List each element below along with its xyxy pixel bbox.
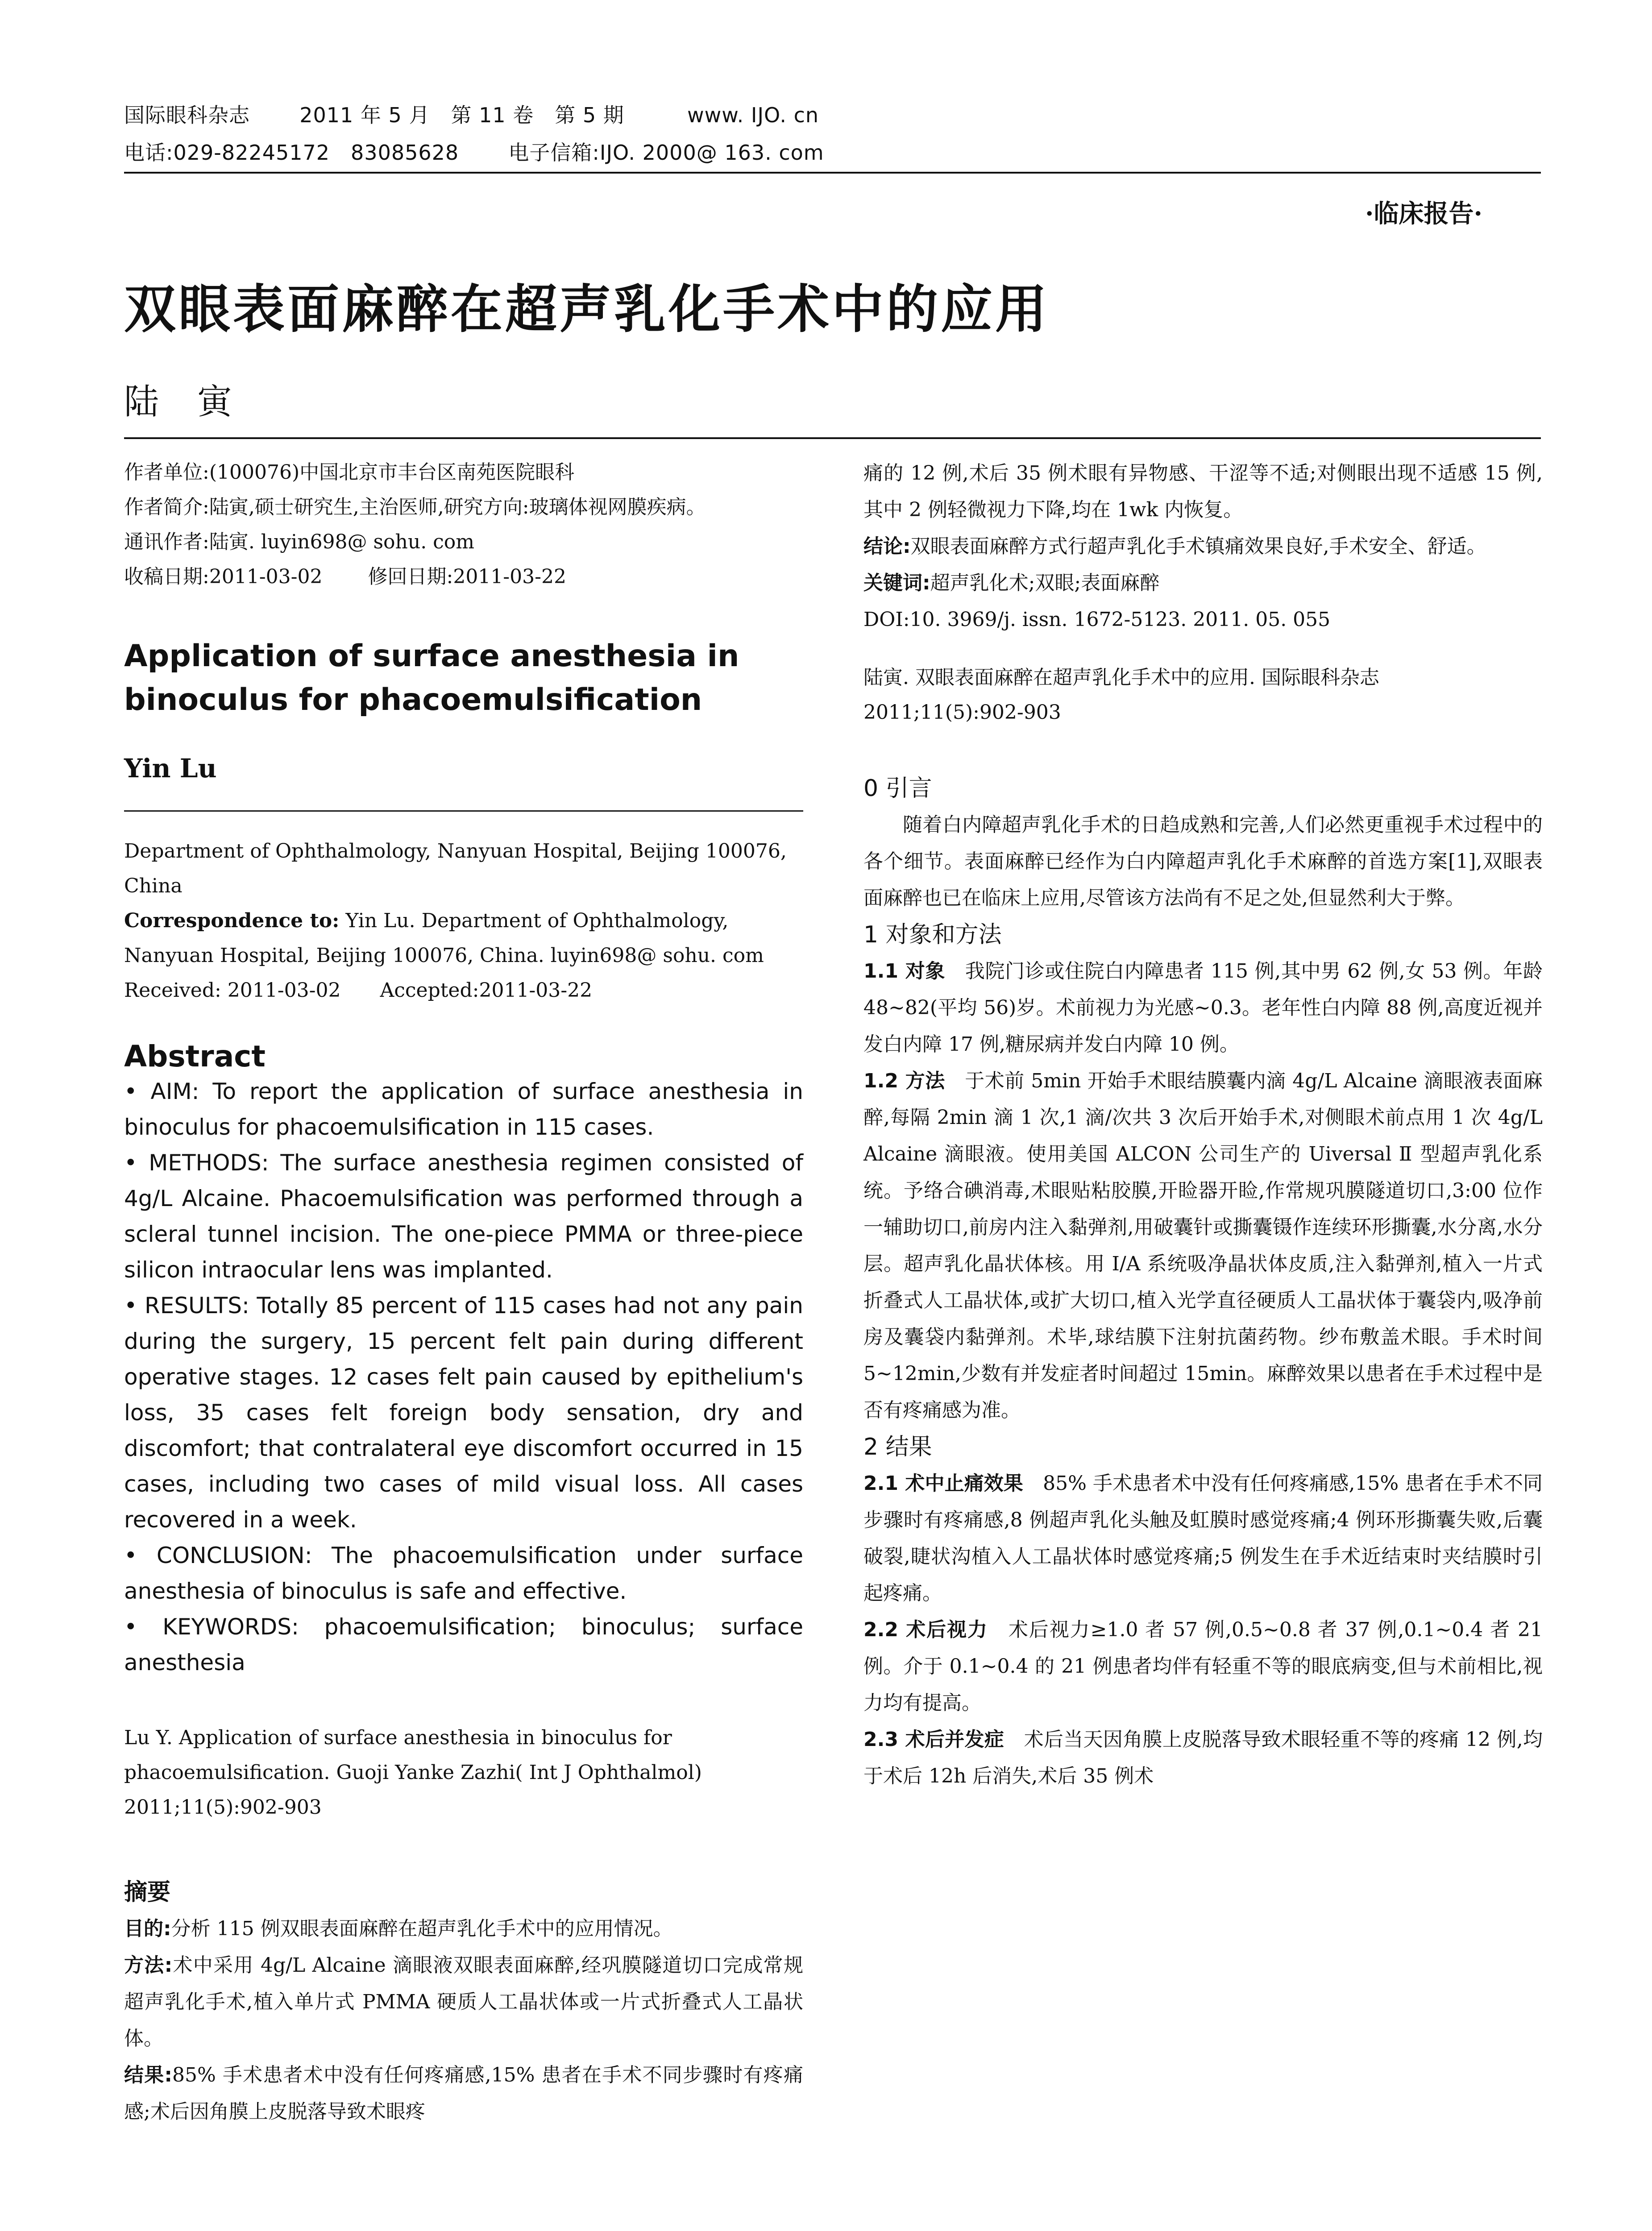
journal-name: 国际眼科杂志 <box>124 103 250 127</box>
doi: DOI:10. 3969/j. issn. 1672-5123. 2011. 05. 055 <box>863 608 1331 631</box>
journal-header-line2 <box>124 137 824 166</box>
section-2-heading: 2 结果 <box>863 1434 932 1460</box>
aim-text: 分析 115 例双眼表面麻醉在超声乳化手术中的应用情况。 <box>171 1917 673 1940</box>
correspondence-en <box>124 904 803 973</box>
section-1-1-label: 1.1 对象 <box>863 960 946 983</box>
section-2-2-label: 2.2 术后视力 <box>863 1618 988 1641</box>
section-2-1 <box>863 1465 1543 1612</box>
abstract-results-cn-continued: 痛的 12 例,术后 35 例术眼有异物感、干涩等不适;对侧眼出现不适感 15 例,其中 2 例轻微视力下降,均在 1wk 内恢复。 <box>863 462 1543 521</box>
results-label: 结果: <box>124 2064 172 2086</box>
conclusion-text: 双眼表面麻醉方式行超声乳化手术镇痛效果良好,手术安全、舒适。 <box>910 535 1486 558</box>
keywords-text: 超声乳化术;双眼;表面麻醉 <box>930 572 1160 594</box>
right-column <box>863 455 1543 1795</box>
title-rule <box>124 437 1541 439</box>
citation-cn: 陆寅. 双眼表面麻醉在超声乳化手术中的应用. 国际眼科杂志 2011;11(5):902-903 <box>863 666 1379 724</box>
section-1-2 <box>863 1063 1543 1429</box>
section-0-text: 随着白内障超声乳化手术的日趋成熟和完善,人们必然更重视手术过程中的各个细节。表面麻醉已经作为白内障超声乳化手术麻醉的首选方案[1],双眼表面麻醉也已在临床上应用,尽管该方法尚有不足之处,但显然利大于弊。 <box>863 813 1543 909</box>
methods-label: 方法: <box>124 1954 173 1977</box>
abstract-methods-cn <box>124 1947 803 2057</box>
abstract-heading-en: Abstract <box>124 1039 266 1074</box>
section-0-heading: 0 引言 <box>863 775 932 802</box>
journal-header-line1 <box>124 99 819 129</box>
left-column <box>124 455 803 2130</box>
section-2-2-text: 术后视力≥1.0 者 57 例,0.5~0.8 者 37 例,0.1~0.4 者 21 例。介于 0.1~0.4 的 21 例患者均伴有轻重不等的眼底病变,但与术前相比,视力均有提高。 <box>863 1618 1543 1714</box>
received-dates-en: Received: 2011-03-02 Accepted:2011-03-22 <box>124 979 593 1002</box>
journal-website: www. IJO. cn <box>687 103 819 127</box>
contact-email: 电子信箱:IJO. 2000@ 163. com <box>508 141 824 165</box>
section-2-3 <box>863 1721 1543 1795</box>
correspondence-text: Yin Lu. Department of Ophthalmology, Nanyuan Hospital, Beijing 100076, China. luyin698@ sohu. com <box>124 909 764 967</box>
article-title-cn: 双眼表面麻醉在超声乳化手术中的应用 <box>124 279 1050 340</box>
methods-text: 术中采用 4g/L Alcaine 滴眼液双眼表面麻醉,经巩膜隧道切口完成常规超声乳化手术,植入单片式 PMMA 硬质人工晶状体或一片式折叠式人工晶状体。 <box>124 1954 803 2050</box>
section-2-3-text: 术后当天因角膜上皮脱落导致术眼轻重不等的疼痛 12 例,均于术后 12h 后消失,术后 35 例术 <box>863 1728 1543 1787</box>
affiliation-unit: 作者单位:(100076)中国北京市丰台区南苑医院眼科 <box>124 461 575 484</box>
author-name-en: Yin Lu <box>124 753 217 784</box>
abstract-keywords-en: • KEYWORDS: phacoemulsification; binoculus; surface anesthesia <box>124 1614 803 1675</box>
citation-en: Lu Y. Application of surface anesthesia in binoculus for phacoemulsification. Guoji Yanke Zazhi( Int J Ophthalmol) 2011;11(5):902-903 <box>124 1726 702 1819</box>
abstract-results-en: • RESULTS: Totally 85 percent of 115 cases had not any pain during the surgery, 15 percent felt pain during different operative stages. 12 cases felt pain caused by epithelium's loss, 35 cases felt foreign body sensation, dry and discomfort; that contralateral eye discomfort occurred in 15 cases, including two cases of mild visual loss. All cases recovered in a week. <box>124 1293 803 1533</box>
correspondence-label: Correspondence to: <box>124 909 340 932</box>
section-2-1-text: 85% 手术患者术中没有任何疼痛感,15% 患者在手术不同步骤时有疼痛感,8 例超声乳化头触及虹膜时感觉疼痛;4 例环形撕囊失败,后囊破裂,睫状沟植入人工晶状体时感觉疼痛;5 例发生在手术近结束时夹结膜时引起疼痛。 <box>863 1472 1543 1605</box>
section-1-2-label: 1.2 方法 <box>863 1070 945 1092</box>
abstract-conclusion-cn <box>863 528 1543 565</box>
author-rule <box>124 810 803 812</box>
corresponding-author: 通讯作者:陆寅. luyin698@ sohu. com <box>124 531 475 553</box>
section-1-1 <box>863 953 1543 1063</box>
abstract-results-cn <box>124 2057 803 2130</box>
header-rule <box>124 172 1541 174</box>
section-2-1-label: 2.1 术中止痛效果 <box>863 1472 1024 1495</box>
affiliation-en: Department of Ophthalmology, Nanyuan Hospital, Beijing 100076, China <box>124 840 787 897</box>
author-bio: 作者简介:陆寅,硕士研究生,主治医师,研究方向:玻璃体视网膜疾病。 <box>124 496 706 518</box>
abstract-conclusion-en: • CONCLUSION: The phacoemulsification under surface anesthesia of binoculus is safe and effective. <box>124 1543 803 1604</box>
abstract-methods-en: • METHODS: The surface anesthesia regimen consisted of 4g/L Alcaine. Phacoemulsification was performed through a scleral tunnel incision. The one-piece PMMA or three-piece silicon intraocular lens was implanted. <box>124 1150 803 1283</box>
received-dates-cn: 收稿日期:2011-03-02 修回日期:2011-03-22 <box>124 565 567 588</box>
section-2-2 <box>863 1612 1543 1721</box>
aim-label: 目的: <box>124 1917 171 1940</box>
results-text-part1: 85% 手术患者术中没有任何疼痛感,15% 患者在手术不同步骤时有疼痛感;术后因角膜上皮脱落导致术眼疼 <box>124 2064 803 2123</box>
conclusion-label: 结论: <box>863 535 911 558</box>
contact-phone: 电话:029-82245172 83085628 <box>124 141 459 165</box>
article-title-en: Application of surface anesthesia in binoculus for phacoemulsification <box>124 639 739 717</box>
abstract-heading-cn: 摘要 <box>124 1879 171 1906</box>
abstract-keywords-cn <box>863 565 1543 601</box>
section-1-1-text: 我院门诊或住院白内障患者 115 例,其中男 62 例,女 53 例。年龄 48~82(平均 56)岁。术前视力为光感~0.3。老年性白内障 88 例,高度近视并发白内障 17 例,糖尿病并发白内障 10 例。 <box>863 960 1543 1056</box>
section-2-3-label: 2.3 术后并发症 <box>863 1728 1004 1751</box>
section-1-heading: 1 对象和方法 <box>863 921 1002 948</box>
abstract-aim-en: • AIM: To report the application of surface anesthesia in binoculus for phacoemulsification in 115 cases. <box>124 1078 803 1140</box>
section-tag: ·临床报告· <box>1365 199 1482 228</box>
author-name-cn: 陆寅 <box>124 382 271 422</box>
issue-info: 2011 年 5 月 第 11 卷 第 5 期 <box>299 103 624 127</box>
abstract-aim-cn <box>124 1911 803 1947</box>
section-1-2-text: 于术前 5min 开始手术眼结膜囊内滴 4g/L Alcaine 滴眼液表面麻醉,每隔 2min 滴 1 次,1 滴/次共 3 次后开始手术,对侧眼术前点用 1 次 4g/L Alcaine 滴眼液。使用美国 ALCON 公司生产的 Uiversal Ⅱ 型超声乳化系统。予络合碘消毒,术眼贴粘胶膜,开睑器开睑,作常规巩膜隧道切口,3:00 位作一辅助切口,前房内注入黏弹剂,用破囊针或撕囊镊作连续环形撕囊,水分离,水分层。超声乳化晶状体核。用 I/A 系统吸净晶状体皮质,注入黏弹剂,植入一片式折叠式人工晶状体,或扩大切口,植入光学直径硬质人工晶状体于囊袋内,吸净前房及囊袋内黏弹剂。术毕,球结膜下注射抗菌药物。纱布敷盖术眼。手术时间 5~12min,少数有并发症者时间超过 15min。麻醉效果以患者在手术过程中是否有疼痛感为准。 <box>863 1070 1543 1422</box>
keywords-label: 关键词: <box>863 572 930 594</box>
